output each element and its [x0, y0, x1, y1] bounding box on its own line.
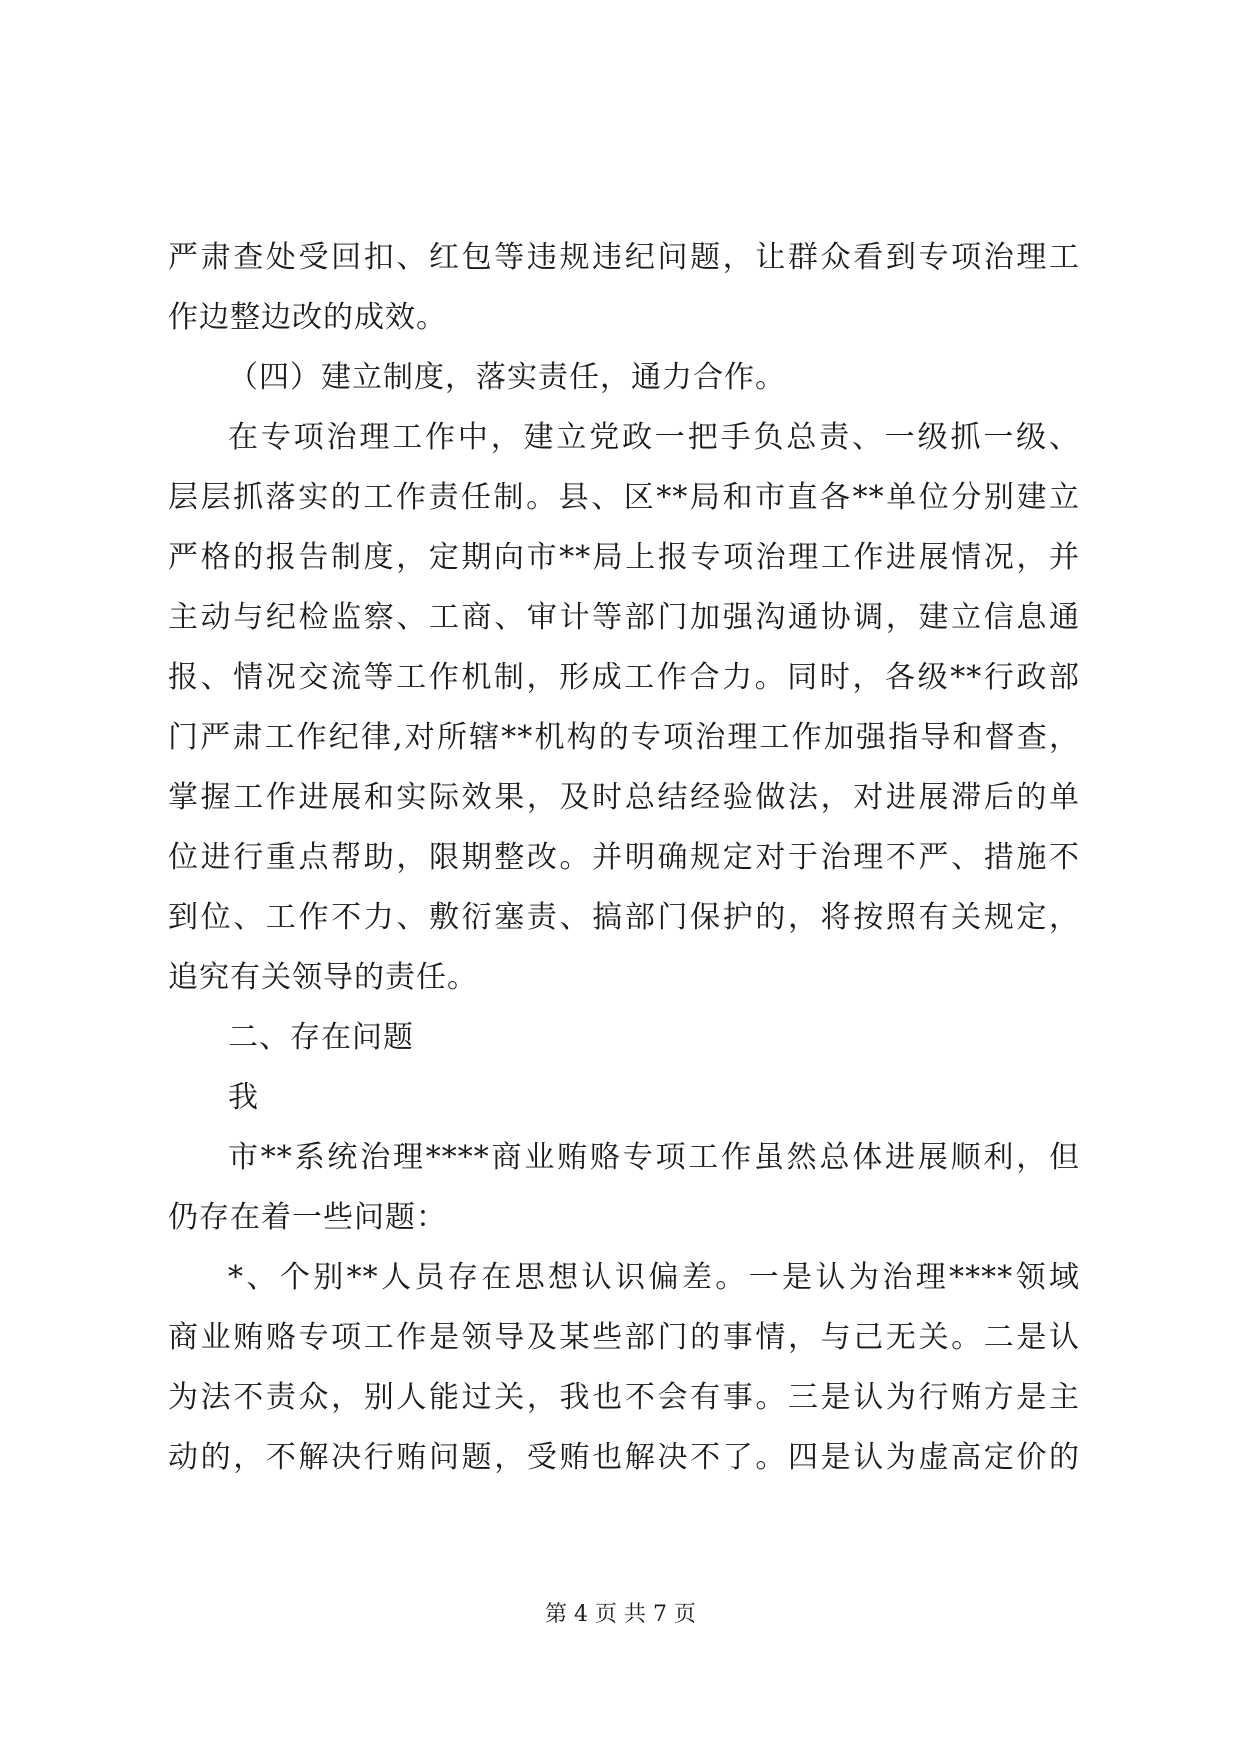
- text-line: 追究有关领导的责任。: [168, 960, 478, 995]
- text-line: 商业贿赂专项工作是领导及某些部门的事情，与己无关。二是认: [168, 1320, 1080, 1355]
- text-line: 动的，不解决行贿问题，受贿也解决不了。四是认为虚高定价的: [168, 1440, 1080, 1475]
- text-line: 到位、工作不力、敷衍塞责、搞部门保护的，将按照有关规定，: [168, 900, 1080, 935]
- text-line: 门严肃工作纪律,对所辖**机构的专项治理工作加强指导和督查，: [168, 720, 1080, 755]
- text-line: 掌握工作进展和实际效果，及时总结经验做法，对进展滞后的单: [168, 780, 1080, 815]
- text-line: 严肃查处受回扣、红包等违规违纪问题，让群众看到专项治理工: [168, 240, 1080, 275]
- text-line: 为法不责众，别人能过关，我也不会有事。三是认为行贿方是主: [168, 1380, 1080, 1415]
- text-line: 层层抓落实的工作责任制。县、区**局和市直各**单位分别建立: [168, 480, 1080, 515]
- text-line: *、个别**人员存在思想认识偏差。一是认为治理****领域: [228, 1260, 1080, 1295]
- text-line: 作边整边改的成效。: [168, 300, 447, 335]
- text-line: 在专项治理工作中，建立党政一把手负总责、一级抓一级、: [228, 420, 1080, 455]
- page-footer: 第 4 页 共 7 页: [545, 1602, 696, 1627]
- text-line: 二、存在问题: [228, 1020, 414, 1055]
- text-line: 仍存在着一些问题：: [168, 1200, 447, 1235]
- text-line: 位进行重点帮助，限期整改。并明确规定对于治理不严、措施不: [168, 840, 1080, 875]
- text-line: 市**系统治理****商业贿赂专项工作虽然总体进展顺利，但: [228, 1140, 1080, 1175]
- text-line: 报、情况交流等工作机制，形成工作合力。同时，各级**行政部: [168, 660, 1080, 695]
- text-line: 我: [228, 1080, 259, 1115]
- text-line: 主动与纪检监察、工商、审计等部门加强沟通协调，建立信息通: [168, 600, 1080, 635]
- document-body: [168, 228, 1080, 1488]
- text-line: （四）建立制度，落实责任，通力合作。: [228, 360, 786, 395]
- text-line: 严格的报告制度，定期向市**局上报专项治理工作进展情况，并: [168, 540, 1080, 575]
